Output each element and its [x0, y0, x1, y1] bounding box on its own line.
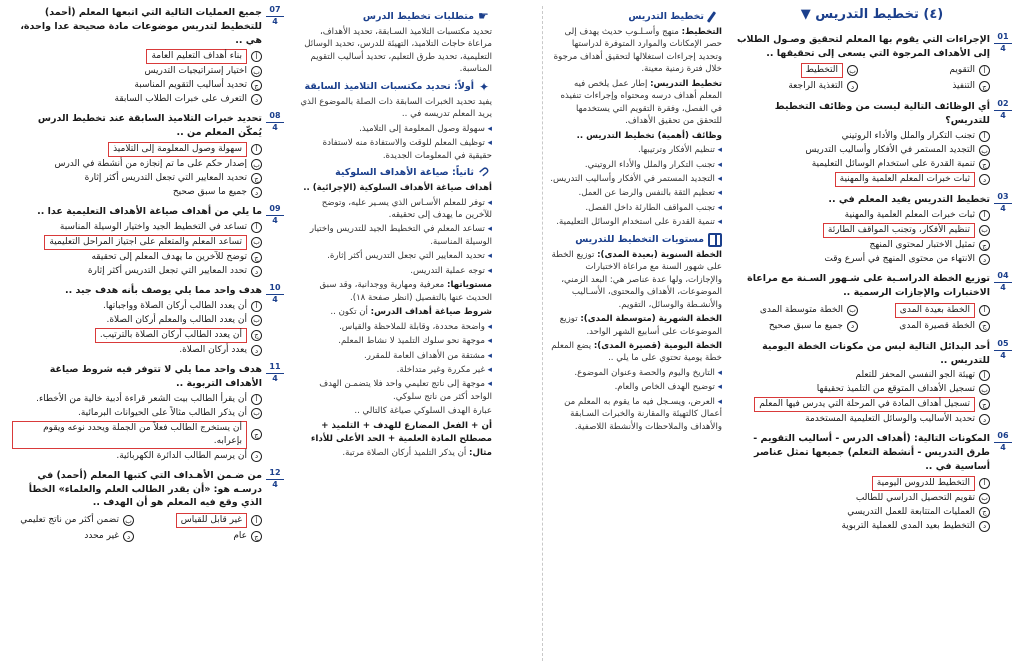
- note-body: أن يذكر التلميذ أركان الصلاة مرتبة.: [342, 448, 470, 459]
- option-letter-circle: أ: [979, 478, 990, 489]
- option-letter-circle: ب: [979, 225, 990, 236]
- answer-options: [732, 302, 990, 334]
- answer-option[interactable]: [12, 393, 262, 406]
- note-body: إطار عمل يلخص فيه المعلم أهداف درسه ومحتواه وإجراءات تنفيذه في الفصل، وفقرة التقويم التي يستخدمها للتحقق من تحقيق الأهداف.: [560, 78, 722, 127]
- option-letter-circle: ج: [251, 173, 262, 184]
- question-item: [12, 363, 284, 463]
- note-term: الخطة السنوية (بعيدة المدى):: [597, 249, 722, 260]
- note-paragraph: [549, 78, 722, 128]
- question-item: [12, 205, 284, 278]
- answer-option[interactable]: [732, 520, 990, 533]
- option-text: تهيئة الجو النفسي المحفز للتعلم: [855, 370, 975, 381]
- note-bullet: ◂ سهولة وصول المعلومة إلى التلاميذ.: [300, 123, 492, 135]
- note-bullet: ◂ العرض، ويسـجل فيه ما يقوم به المعلم من أعمال كالتهيئة والمقارنة والخبرات السـابقة والأهداف والملاحظات والأنشطة اللاصفية.: [549, 396, 722, 433]
- question-number-denominator: 4: [1000, 443, 1006, 453]
- answer-options: [12, 300, 262, 357]
- option-letter-circle: أ: [979, 131, 990, 142]
- note-heading-text: تخطيط التدريس: [628, 11, 704, 23]
- option-text: تجنب التكرار والملل والأداء الروتيني: [841, 131, 975, 141]
- note-term: تخطيط التدريس:: [650, 78, 722, 89]
- answer-option[interactable]: [732, 413, 990, 426]
- answer-option[interactable]: [12, 450, 262, 463]
- option-text: التخطيط: [801, 63, 843, 78]
- option-letter-circle: أ: [251, 394, 262, 405]
- answer-option-correct[interactable]: [732, 476, 990, 491]
- note-bullet: ◂ تجنب التكرار والملل والأداء الروتيني.: [549, 159, 722, 171]
- option-text: تنظيم الأفكار، وتجنب المواقف الطارئة: [823, 223, 975, 238]
- option-letter-circle: ب: [251, 315, 262, 326]
- note-term: الخطة اليومية (قصيرة المدى):: [593, 340, 722, 351]
- question-number: [994, 100, 1012, 121]
- answer-option[interactable]: [732, 320, 858, 333]
- answer-option-correct[interactable]: [12, 235, 262, 250]
- answer-option[interactable]: [12, 513, 134, 528]
- notes-column-right: [542, 6, 722, 661]
- note-heading-text: ثانياً: صياغة الأهداف السلوكية: [335, 167, 474, 179]
- option-text: غير قابل للقياس: [176, 513, 247, 528]
- option-text: بناء أهداف التعليم العامة: [146, 49, 247, 64]
- option-letter-circle: ب: [251, 159, 262, 170]
- answer-option[interactable]: [12, 158, 262, 171]
- note-term: شروط صياغة أهداف الدرس:: [370, 307, 492, 318]
- note-paragraph: [300, 96, 492, 121]
- option-text: أن يستخرج الطالب فعلاً من الجملة ويحدد نوعه ويقوم بإعرابه.: [12, 421, 247, 449]
- option-text: العمليات المتتابعة للعمل التدريسي: [847, 506, 975, 517]
- note-heading: [300, 80, 492, 94]
- option-letter-circle: د: [123, 531, 134, 542]
- question-item: [12, 284, 284, 357]
- answer-options: [12, 512, 262, 544]
- answer-option[interactable]: [732, 158, 990, 171]
- option-letter-circle: ب: [847, 65, 858, 76]
- answer-option-correct[interactable]: [12, 142, 262, 157]
- note-bullet: ◂ غير مكررة وغير متداخلة.: [300, 364, 492, 376]
- option-text: التنفيذ: [952, 81, 975, 92]
- question-text: أي الوظائف التالية ليست من وظائف التخطيط للتدريس؟: [774, 101, 990, 127]
- question-number: [994, 432, 1012, 453]
- answer-option[interactable]: [732, 253, 990, 266]
- option-letter-circle: د: [251, 187, 262, 198]
- note-heading: [300, 10, 492, 24]
- option-letter-circle: ب: [979, 493, 990, 504]
- option-text: الخطة بعيدة المدى: [895, 303, 975, 318]
- option-letter-circle: ج: [251, 531, 262, 542]
- option-text: أن يعدد الطالب والمعلم أركان الصلاة.: [106, 314, 247, 325]
- question-item: [732, 33, 1012, 95]
- question-number-denominator: 4: [1000, 111, 1006, 121]
- note-bullet: ◂ تساعد المعلم في التخطيط الجيد للتدريس واختيار الوسيلة المناسبة.: [300, 223, 492, 248]
- question-number-value: 11: [266, 363, 284, 374]
- question-number: [994, 193, 1012, 214]
- option-letter-circle: د: [251, 266, 262, 277]
- question-text: تخطيط التدريس يفيد المعلم في ..: [828, 194, 990, 206]
- option-letter-circle: ج: [979, 399, 990, 410]
- question-number-value: 12: [266, 469, 284, 480]
- option-text: التخطيط بعيد المدى للعملية التربوية: [841, 520, 975, 531]
- note-bullet: ◂ موجهة نحو سلوك التلميذ لا نشاط المعلم.: [300, 335, 492, 347]
- answer-option[interactable]: [12, 93, 262, 106]
- answer-options: [12, 221, 262, 278]
- option-letter-circle: ج: [979, 321, 990, 332]
- answer-option[interactable]: [12, 172, 262, 185]
- note-body: معرفية ومهارية ووجدانية، وقد سبق الحديث عنها بالتفصيل (انظر صفحة ١٨).: [319, 280, 492, 303]
- option-text: تنمية القدرة على استخدام الوسائل التعليمية: [811, 159, 975, 170]
- option-text: تحديد الأساليب والوسائل التعليمية المستخدمة: [805, 414, 975, 425]
- note-body: توزيع الموضوعات على أسابيع الشهر الواحد.: [559, 314, 722, 337]
- answer-option[interactable]: [12, 79, 262, 92]
- question-number: [266, 205, 284, 226]
- option-text: ثبات خبرات المعلم العلمية والمهنية: [844, 209, 975, 220]
- answer-option[interactable]: [864, 320, 990, 333]
- option-letter-circle: ج: [979, 507, 990, 518]
- option-letter-circle: ج: [251, 429, 262, 440]
- note-term: وظائف (أهمية) تخطيط التدريس ..: [576, 130, 722, 141]
- option-letter-circle: ب: [251, 66, 262, 77]
- question-item: [732, 272, 1012, 334]
- question-text: المكونات التالية: (أهداف الدرس - أساليب التقويم - طرق التدريس - أنشطة التعلم) جميعها تمثل عناصر أساسية في ..: [753, 433, 990, 473]
- question-text: الإجراءات التي يقوم بها المعلم لتحقيق وصـول الطلاب إلى الأهداف المرجوة التي يسعى إلى تحقيقها ..: [736, 33, 990, 59]
- note-paragraph: [549, 130, 722, 142]
- option-text: التعرف على خبرات الطلاب السابقة: [114, 94, 247, 105]
- answer-options: [732, 476, 990, 533]
- option-text: تساعد في التخطيط الجيد واختيار الوسيلة المناسبة: [59, 221, 247, 232]
- option-text: أن يرسم الطالب الدائرة الكهربائية.: [116, 450, 247, 461]
- note-bullet: ◂ التجديد المستمر في الأفكار وأساليب التدريس.: [549, 173, 722, 185]
- question-item: [12, 6, 284, 106]
- option-letter-circle: ج: [251, 330, 262, 341]
- option-text: تسجيل أهداف المادة في المرحلة التي يدرس فيها المعلم: [754, 397, 975, 412]
- question-number: [266, 469, 284, 490]
- note-bullet: ◂ التاريخ واليوم والحصة وعنوان الموضوع.: [549, 367, 722, 379]
- question-list-left: [12, 6, 284, 544]
- note-bullet: ◂ تجنب المواقف الطارئة داخل الفصل.: [549, 202, 722, 214]
- question-number: [266, 363, 284, 384]
- question-item: [732, 100, 1012, 187]
- option-letter-circle: د: [979, 174, 990, 185]
- question-number-value: 08: [266, 112, 284, 123]
- answer-option-correct[interactable]: [12, 328, 262, 343]
- question-number: [994, 33, 1012, 54]
- note-bullet: ◂ موجهة إلى ناتج تعليمي واحد فلا يتضمـن الهدف الواحد أكثر من ناتج سلوكي.: [300, 378, 492, 403]
- answer-options: [12, 393, 262, 463]
- answer-option-correct[interactable]: [12, 49, 262, 64]
- option-text: الانتهاء من محتوى المنهج في أسرع وقت: [824, 254, 975, 265]
- note-term: التخطيط:: [681, 27, 722, 37]
- question-number-denominator: 4: [272, 479, 278, 489]
- note-bullet: ◂ مشتقة من الأهداف العامة للمقرر.: [300, 350, 492, 362]
- question-number: [994, 340, 1012, 361]
- note-paragraph: [549, 340, 722, 365]
- note-term: مستوياتها:: [447, 280, 492, 291]
- question-number-denominator: 4: [272, 294, 278, 304]
- notes-column-left: [300, 6, 492, 661]
- question-number-value: 07: [266, 6, 284, 17]
- question-number-value: 02: [994, 100, 1012, 111]
- option-letter-circle: ب: [979, 384, 990, 395]
- answer-option[interactable]: [732, 239, 990, 252]
- option-letter-circle: د: [251, 94, 262, 105]
- option-text: التجديد المستمر في الأفكار وأساليب التدريس: [805, 145, 975, 156]
- answer-option-correct[interactable]: [864, 303, 990, 318]
- option-letter-circle: د: [979, 254, 990, 265]
- option-letter-circle: ج: [979, 81, 990, 92]
- option-text: أن يعدد الطالب أركان الصلاة وواجباتها.: [102, 300, 247, 311]
- option-text: سهولة وصول المعلومة إلى التلاميذ: [108, 142, 247, 157]
- option-letter-circle: أ: [251, 51, 262, 62]
- note-bullet: ◂ تحديد المعايير التي تجعل التدريس أكثر إثارة.: [300, 250, 492, 262]
- note-bullet: ◂ تنظيم الأفكار وترتيبها.: [549, 144, 722, 156]
- answer-options: [12, 49, 262, 106]
- note-paragraph: [300, 26, 492, 76]
- hand-icon: [478, 10, 492, 24]
- option-text: تمثيل الاختبار لمحتوى المنهج: [869, 240, 975, 251]
- option-text: التغذية الراجعة: [788, 81, 843, 92]
- question-text: تحديد خبرات التلاميذ السابقة عند تخطيط الدرس يُمكّن المعلم من ..: [37, 113, 262, 139]
- option-text: عام: [233, 531, 247, 542]
- note-paragraph: [549, 249, 722, 311]
- question-item: [732, 432, 1012, 532]
- option-text: تحدد المعايير التي تجعل التدريس أكثر إثارة: [87, 266, 247, 277]
- answer-option-correct[interactable]: [140, 513, 262, 528]
- option-text: أن يقرأ الطالب بيت الشعر قراءة أدبية خالية من الأخطاء.: [36, 393, 247, 404]
- note-body: يضع المعلم خطة يومية تحتوي على ما يلي ..: [551, 340, 722, 364]
- note-heading: [549, 233, 722, 247]
- question-number-value: 06: [994, 432, 1012, 443]
- answer-option[interactable]: [12, 186, 262, 199]
- option-text: جميع ما سبق صحيح: [172, 187, 247, 198]
- answer-option-correct[interactable]: [732, 397, 990, 412]
- note-body: عبارة الهدف السلوكي صياغة كالتالي ..: [354, 406, 492, 417]
- note-paragraph: [549, 26, 722, 76]
- question-number-value: 09: [266, 205, 284, 216]
- option-text: إصدار حكم على ما تم إنجازه من أنشطة في الدرس: [54, 159, 247, 170]
- note-term: الخطة الشهرية (متوسطة المدى):: [580, 314, 722, 325]
- answer-option[interactable]: [12, 251, 262, 264]
- question-number: [266, 284, 284, 305]
- option-letter-circle: أ: [251, 515, 262, 526]
- option-letter-circle: أ: [251, 222, 262, 233]
- option-letter-circle: ج: [251, 80, 262, 91]
- question-item: [12, 469, 284, 544]
- question-number-denominator: 4: [1000, 350, 1006, 360]
- note-formula: أن + الفعل المضارع للهدف + التلميذ + مصطلح المادة العلمية + الحد الأعلى للأداء: [310, 420, 492, 444]
- note-bullet: ◂ تعظيم الثقة بالنفس والرضا عن العمل.: [549, 187, 722, 199]
- book-icon: [708, 233, 722, 247]
- option-text: أن يذكر الطالب مثالاً على الحيوانات البرمائية.: [78, 407, 247, 418]
- answer-options: [732, 209, 990, 266]
- option-text: تحديد أساليب التقويم المناسبة: [134, 80, 247, 91]
- option-text: غير محدد: [84, 531, 119, 542]
- note-body: تحديد مكتسبات التلاميذ السـابقة، تحديد الأهداف، مراعاة حاجات التلاميذ، التهيئة للدرس، تحديد الوسائل التعليمية، تحديد طرق التعليم، تحديد أساليب التقويم المناسبة.: [304, 27, 492, 75]
- note-term: مثال:: [469, 448, 492, 459]
- note-paragraph: [300, 447, 492, 459]
- answer-option-correct[interactable]: [732, 172, 990, 187]
- note-heading-text: متطلبات تخطيط الدرس: [362, 11, 474, 23]
- answer-option[interactable]: [732, 492, 990, 505]
- option-text: تضمن أكثر من ناتج تعليمي: [20, 515, 119, 526]
- answer-option[interactable]: [732, 130, 990, 143]
- question-number: [266, 6, 284, 27]
- option-letter-circle: د: [847, 81, 858, 92]
- note-heading: [549, 10, 722, 24]
- section-title: (٤) تخطيط التدريس ▼: [800, 7, 944, 22]
- paw-icon: [478, 80, 492, 94]
- option-letter-circle: أ: [979, 210, 990, 221]
- option-letter-circle: د: [251, 345, 262, 356]
- option-letter-circle: د: [979, 521, 990, 532]
- answer-option[interactable]: [732, 144, 990, 157]
- question-number-value: 04: [994, 272, 1012, 283]
- note-term: أهداف صياغة الأهداف السلوكية (الإجرائية) ..: [303, 183, 492, 194]
- question-number-denominator: 4: [272, 16, 278, 26]
- questions-column-right: [732, 6, 1012, 661]
- question-number-denominator: 4: [1000, 43, 1006, 53]
- note-bullet: ◂ تنمية القدرة على استخدام الوسائل التعليمية.: [549, 216, 722, 228]
- answer-option-correct[interactable]: [732, 63, 858, 78]
- answer-option[interactable]: [732, 369, 990, 382]
- question-text: أحد البدائل التالية ليس من مكونات الخطة اليومية للتدريس ..: [762, 340, 990, 366]
- question-number: [266, 112, 284, 133]
- answer-option[interactable]: [732, 506, 990, 519]
- option-text: أن يعدد الطالب أركان الصلاة بالترتيب.: [95, 328, 247, 343]
- note-body: يفيد تحديد الخبرات السابقة ذات الصلة بالموضوع الذي يريد المعلم تدريسه في ..: [300, 96, 492, 120]
- option-letter-circle: ب: [123, 515, 134, 526]
- option-letter-circle: أ: [251, 144, 262, 155]
- note-paragraph: [300, 405, 492, 417]
- answer-option[interactable]: [12, 65, 262, 78]
- answer-option[interactable]: [864, 80, 990, 93]
- note-heading-text: مستويات التخطيط للتدريس: [575, 233, 704, 245]
- question-text: توزيع الخطة الدراسـية على شـهور السـنة مع مراعاة الاختبارات والإجازات الرسمية ..: [747, 273, 990, 298]
- option-letter-circle: ب: [251, 237, 262, 248]
- option-letter-circle: أ: [979, 65, 990, 76]
- note-paragraph: [549, 313, 722, 338]
- option-text: التخطيط للدروس اليومية: [872, 476, 975, 491]
- option-text: اختيار إستراتيجيات التدريس: [144, 66, 247, 77]
- question-item: [732, 340, 1012, 427]
- note-bullet: ◂ توفر للمعلم الأسـاس الذي يسـير عليه، وتوضح للآخرين ما يهدف إلى تحقيقه.: [300, 197, 492, 222]
- option-letter-circle: د: [847, 321, 858, 332]
- option-letter-circle: ب: [251, 408, 262, 419]
- answer-option[interactable]: [732, 80, 858, 93]
- question-number-denominator: 4: [272, 373, 278, 383]
- answer-option[interactable]: [12, 407, 262, 420]
- note-bullet: ◂ توجه عملية التدريس.: [300, 265, 492, 277]
- note-heading: [300, 166, 492, 180]
- note-body: أن تكون ..: [330, 307, 371, 318]
- option-letter-circle: د: [979, 414, 990, 425]
- question-item: [732, 193, 1012, 266]
- option-text: الخطة متوسطة المدى: [759, 304, 843, 315]
- option-text: التقويم: [949, 65, 975, 76]
- question-number-value: 05: [994, 340, 1012, 351]
- question-text: هدف واحد مما يلي يوصف بأنه هدف جيد ..: [65, 285, 262, 297]
- answer-options: [12, 142, 262, 199]
- question-number-value: 01: [994, 33, 1012, 44]
- option-letter-circle: ج: [979, 240, 990, 251]
- note-paragraph: [300, 182, 492, 194]
- question-item: [12, 112, 284, 199]
- note-heading-text: أولاً: تحديد مكتسبات التلاميذ السابقة: [304, 80, 474, 92]
- question-list-right: [732, 33, 1012, 533]
- option-text: تسجيل الأهداف المتوقع من التلميذ تحقيقها: [816, 384, 975, 395]
- option-letter-circle: ب: [979, 145, 990, 156]
- option-text: تقويم التحصيل الدراسي للطالب: [855, 492, 975, 503]
- answer-option[interactable]: [732, 303, 858, 318]
- option-letter-circle: أ: [979, 370, 990, 381]
- option-letter-circle: ج: [979, 159, 990, 170]
- note-bullet: ◂ توظيف المعلم للوقت والاستفادة منه لاستفادة حقيقية في المعلومات الجديدة.: [300, 137, 492, 162]
- answer-option[interactable]: [732, 209, 990, 222]
- option-text: يعدد أركان الصلاة.: [179, 345, 247, 356]
- answer-options: [732, 369, 990, 426]
- option-letter-circle: ب: [847, 305, 858, 316]
- note-paragraph: [300, 279, 492, 304]
- option-text: توضح للآخرين ما يهدف المعلم إلى تحقيقه: [91, 252, 247, 263]
- answer-option-correct[interactable]: [732, 223, 990, 238]
- answer-options: [732, 62, 990, 94]
- question-text: ما يلي من أهداف صياغة الأهداف التعليمية عدا ..: [37, 206, 262, 218]
- question-number-denominator: 4: [272, 216, 278, 225]
- option-letter-circle: أ: [251, 301, 262, 312]
- note-body: منهج وأسـلـوب حديث يهدف إلى حصر الإمكانات والموارد المتوفرة لدراستها وتحديد إجراءات استغلالها لتحقيق أهداف مرجوة خلال فترة زمنية معينة.: [553, 27, 722, 75]
- question-number-denominator: 4: [1000, 203, 1006, 213]
- answer-option[interactable]: [140, 530, 262, 543]
- pen-icon: [708, 10, 722, 24]
- option-letter-circle: د: [251, 451, 262, 462]
- option-text: تحديد المعايير التي تجعل التدريس أكثر إثارة: [84, 173, 247, 184]
- question-text: من ضـمن الأهـداف التي كتبها المعلم (أحمد) في درسـه هو: «أن يقدر الطالب العلم والعلماء» الخطأ الذي وقع فيه المعلم هو أن الهدف ..: [28, 469, 262, 509]
- answer-option[interactable]: [12, 265, 262, 278]
- answer-option[interactable]: [864, 63, 990, 78]
- option-text: تساعد المعلم والمتعلم على اجتياز المراحل التعليمية: [44, 235, 247, 250]
- answer-option[interactable]: [732, 383, 990, 396]
- note-paragraph: [300, 306, 492, 318]
- notes-list-right: [549, 10, 722, 433]
- question-number-denominator: 4: [272, 123, 278, 133]
- questions-column-left: [12, 6, 284, 661]
- clip-icon: [478, 166, 492, 180]
- answer-option[interactable]: [12, 221, 262, 234]
- question-text: هدف واحد مما يلي لا تتوفر فيه شروط صياغة الأهداف التربوية ..: [49, 364, 262, 389]
- answer-options: [732, 130, 990, 187]
- answer-option[interactable]: [12, 344, 262, 357]
- question-number-value: 10: [266, 284, 284, 295]
- question-text: جميع العمليات التالية التي اتبعها المعلم (أحمد) للتخطيط لتدريس موضوعات مادة صحيحة عدا واحدة، هي ..: [20, 7, 262, 46]
- answer-option[interactable]: [12, 314, 262, 327]
- answer-option[interactable]: [12, 530, 134, 543]
- notes-list-left: [300, 10, 492, 460]
- note-bullet: ◂ توضيح الهدف الخاص والعام.: [549, 381, 722, 393]
- answer-option-correct[interactable]: [12, 421, 262, 449]
- question-number: [994, 272, 1012, 293]
- note-bullet: ◂ واضحة محددة، وقابلة للملاحظة والقياس.: [300, 321, 492, 333]
- option-letter-circle: ج: [251, 252, 262, 263]
- option-text: جميع ما سبق صحيح: [768, 320, 843, 331]
- answer-option[interactable]: [12, 300, 262, 313]
- option-text: الخطة قصيرة المدى: [899, 320, 975, 331]
- option-text: ثبات خبرات المعلم العلمية والمهنية: [835, 172, 975, 187]
- option-letter-circle: أ: [979, 305, 990, 316]
- note-body: توزيع الخطة على شهور السنة مع مراعاة الاختبارات والإجازات، ولها عدة عناصر هي: البعد الزمني، الموضوعات، الأهداف والمحتوى، الأسـاليب والأنشـطة والوسائل، التقويم.: [551, 249, 722, 310]
- question-number-denominator: 4: [1000, 282, 1006, 292]
- question-number-value: 03: [994, 193, 1012, 204]
